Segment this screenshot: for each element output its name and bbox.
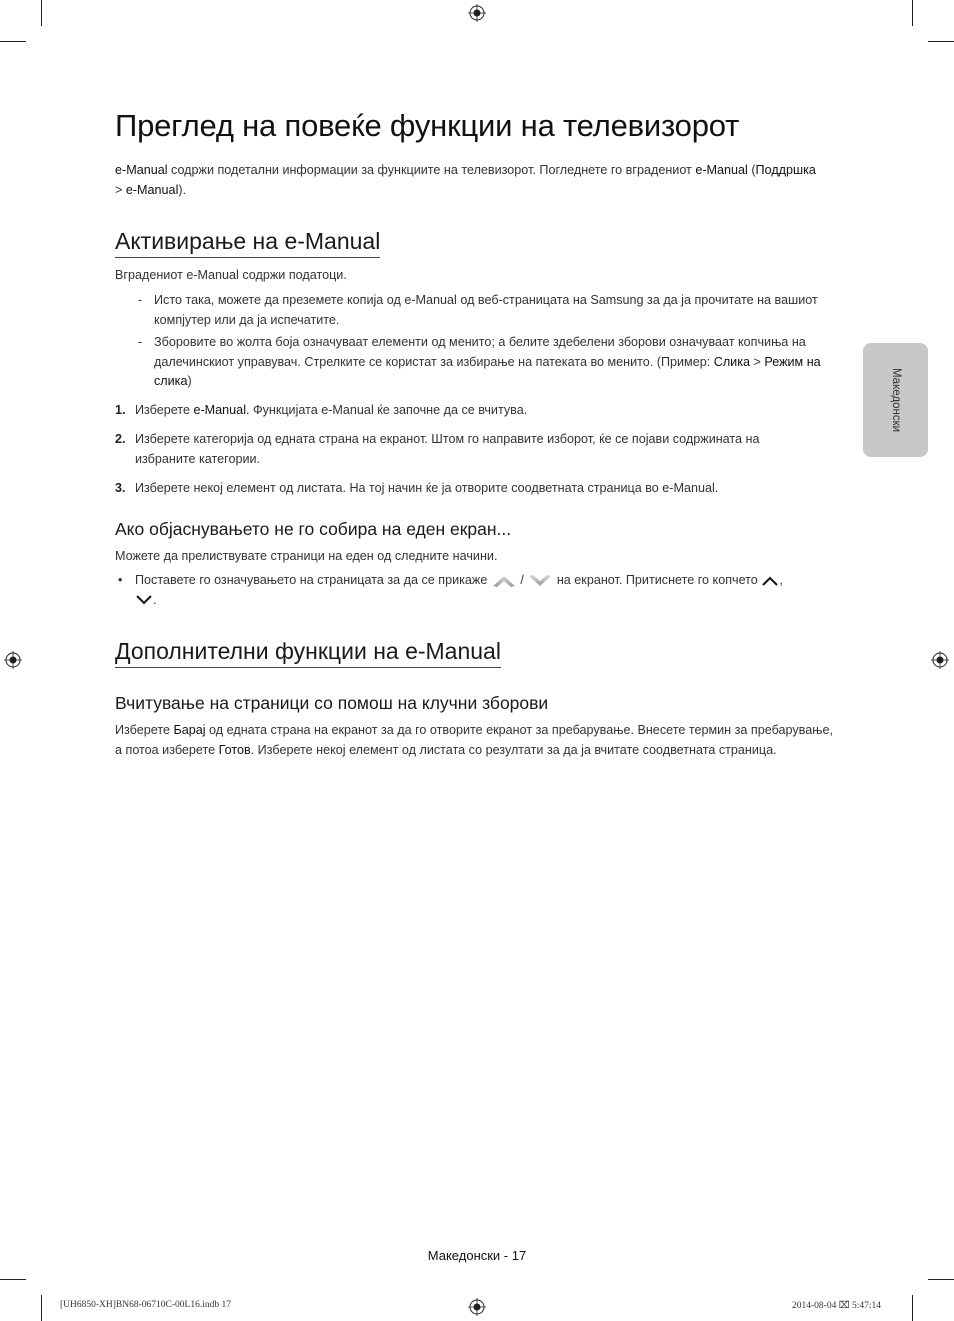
crop-mark [0, 1279, 26, 1280]
intro-paragraph: e-Manual содржи подетални информации за функциите на телевизорот. Погледнете го вградениот e-Manual (Поддршка > e-Manual). [115, 163, 816, 197]
bold-term: Барај [173, 723, 206, 737]
dash-bullet-text: Исто така, можете да преземете копија од e-Manual од веб-страницата на Samsung за да ја прочитате на вашиот компјутер или да ја испечатите. [154, 293, 818, 327]
bold-term: Готов [218, 742, 251, 757]
registration-mark-icon [4, 651, 22, 669]
registration-mark-icon [468, 1298, 486, 1316]
crop-mark [0, 41, 26, 42]
crop-mark [41, 0, 42, 26]
bold-term: Режим на слика [154, 354, 821, 388]
bold-term: Поддршка [755, 163, 816, 177]
dash-bullet-text: Зборовите во жолта боја означуваат елементи од менито; а белите здебелени зборови означуваат копчиња на далечинскиот управувач. Стрелките се користат за избирање на патеката во менито. (Пример: Слика > Режим на слика) [154, 335, 821, 388]
language-side-tab [863, 343, 928, 457]
bold-term: e-Manual [193, 403, 246, 417]
registration-mark-icon [931, 651, 949, 669]
subsection-heading: Ако објаснувањето не го собира на еден екран... [115, 519, 512, 539]
step-text: Изберете категорија од едната страна на екранот. Штом го направите изборот, ќе се појави содржината на избраните категории. [135, 432, 760, 466]
subsection-lead: Можете да прелиствувате страници на еден од следните начини. [115, 549, 498, 563]
chevron-up-icon [761, 575, 779, 587]
bold-term: e-Manual [125, 182, 179, 197]
section-heading: Дополнителни функции на e-Manual [115, 638, 501, 668]
subsection-heading: Вчитување на страници со помош на клучни зборови [115, 693, 549, 713]
bullet-text: Поставете го означувањето на страницата за да се прикаже / на екранот. Притиснете го копчето , . [135, 573, 783, 607]
bullet-marker: • [118, 573, 123, 587]
crop-mark [912, 1295, 913, 1321]
crop-mark [928, 41, 954, 42]
page-number: Македонски - 17 [427, 1248, 527, 1263]
step-number: 3. [115, 481, 126, 495]
crop-mark [912, 0, 913, 26]
dash-marker: - [138, 293, 143, 307]
page-title: Преглед на повеќе функции на телевизорот [115, 108, 740, 143]
registration-mark-icon [468, 4, 486, 22]
step-text: Изберете e-Manual. Функцијата e-Manual ќе започне да се вчитува. [135, 403, 528, 417]
section-heading: Активирање на e-Manual [115, 228, 380, 258]
dash-marker: - [138, 335, 143, 349]
crop-mark [928, 1279, 954, 1280]
chevron-down-icon [135, 594, 153, 606]
scroll-down-icon [527, 573, 553, 589]
step-number: 1. [115, 403, 126, 417]
step-text: Изберете некој елемент од листата. На тој начин ќе ја отворите соодветната страница во e-Manual. [135, 481, 719, 495]
step-number: 2. [115, 432, 126, 446]
print-slug-right: 2014-08-04 ⌧ 5:47:14 [792, 1301, 882, 1311]
subsection-paragraph: Изберете Барај од едната страна на екранот за да го отворите екранот за пребарување. Внесете термин за пребарување, а потоа изберете Готов. Изберете некој елемент од листата со резултати за да ја вчитате соодветната страница. [115, 723, 833, 757]
crop-mark [41, 1295, 42, 1321]
bold-term: e-Manual [115, 163, 168, 177]
bold-term: Слика [713, 354, 751, 369]
side-tab-label: Македонски [889, 367, 902, 433]
print-slug-left: [UH6850-XH]BN68-06710C-00L16.indb 17 [60, 1300, 231, 1310]
section-lead: Вградениот e-Manual содржи податоци. [115, 268, 347, 282]
bold-term: e-Manual [695, 163, 748, 177]
scroll-up-icon [491, 573, 517, 589]
